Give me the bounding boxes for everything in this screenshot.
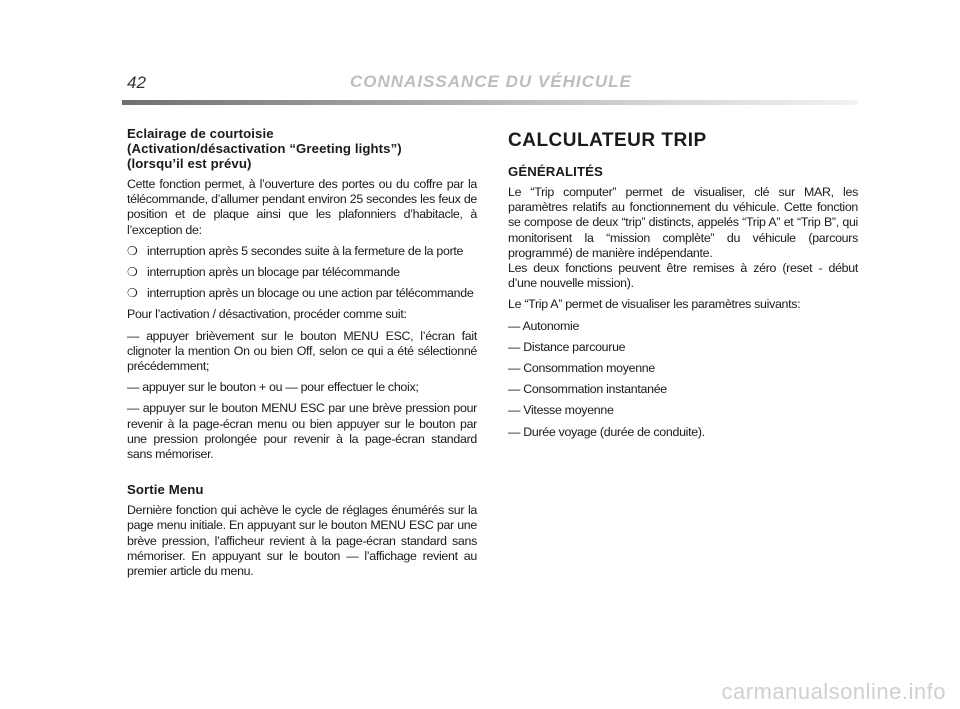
- list-item: — Consommation instantanée: [508, 382, 667, 397]
- list-item: — Vitesse moyenne: [508, 403, 614, 418]
- list-item: — Autonomie: [508, 318, 580, 333]
- circle-bullet-icon: ❍: [127, 286, 138, 301]
- circle-bullet-icon: ❍: [127, 265, 138, 280]
- list-item: — Consommation moyenne: [508, 361, 655, 376]
- trip-para-2: Les deux fonctions peuvent être remises à zéro (reset - début d’une nouvelle mission).: [508, 261, 858, 291]
- watermark: carmanualsonline.info: [721, 679, 946, 704]
- bullet-text: interruption après 5 secondes suite à la fermeture de la porte: [147, 243, 464, 258]
- heading-line: (lorsqu’il est prévu): [127, 156, 252, 171]
- courtesy-intro: Cette fonction permet, à l’ouverture des portes ou du coffre par la télécommande, d’allumer pendant environ 25 secondes les feux de position et de plaque ainsi que les plafonniers d’habitacle, à l’exception de:: [127, 177, 477, 237]
- circle-bullet-icon: ❍: [127, 243, 138, 258]
- page-header: [0, 0, 960, 110]
- procedure-step: — appuyer sur le bouton + ou — pour effectuer le choix;: [127, 380, 419, 395]
- list-item: [127, 286, 477, 301]
- page-number: 42: [127, 73, 146, 92]
- bullet-text: interruption après un blocage par télécommande: [147, 265, 400, 280]
- bullet-text: interruption après un blocage ou une action par télécommande: [147, 286, 474, 301]
- section-title: CONNAISSANCE DU VÉHICULE: [350, 72, 632, 91]
- trip-computer-heading: CALCULATEUR TRIP: [508, 130, 707, 151]
- list-item: [127, 265, 477, 280]
- courtesy-lights-heading: [127, 126, 477, 171]
- right-column: [508, 126, 858, 446]
- trip-para-3: Le “Trip A” permet de visualiser les paramètres suivants:: [508, 297, 801, 312]
- procedure-step: — appuyer sur le bouton MENU ESC par une brève pression pour revenir à la page-écran menu ou bien appuyer sur le bouton par une pression prolongée pour revenir à la page-écran standard sans mémoriser.: [127, 401, 477, 462]
- procedure-intro: Pour l’activation / désactivation, procéder comme suit:: [127, 307, 407, 322]
- general-subheading: GÉNÉRALITÉS: [508, 164, 603, 179]
- header-divider: [122, 100, 858, 105]
- list-item: [127, 244, 477, 259]
- heading-line: (Activation/désactivation “Greeting lights”): [127, 141, 402, 156]
- list-item: — Durée voyage (durée de conduite).: [508, 424, 705, 439]
- exit-menu-text: Dernière fonction qui achève le cycle de réglages énumérés sur la page menu initiale. En appuyant sur le bouton MENU ESC par une brève pression, l’afficheur revient à la page-écran standard sans mémoriser. En appuyant sur le bouton — l’affichage revient au premier article du menu.: [127, 503, 477, 579]
- heading-line: Eclairage de courtoisie: [127, 126, 274, 141]
- left-column: [127, 126, 477, 585]
- list-item: — Distance parcourue: [508, 339, 626, 354]
- procedure-step: — appuyer brièvement sur le bouton MENU ESC, l’écran fait clignoter la mention On ou bien Off, selon ce qui a été sélectionné précédemment;: [127, 328, 477, 374]
- exit-menu-heading: Sortie Menu: [127, 482, 204, 498]
- trip-para-1: Le “Trip computer” permet de visualiser, clé sur MAR, les paramètres relatifs au fonctionnement du véhicule. Cette fonction se compose de deux “trip” distincts, appelés “Trip A” et “Trip B”, qui monitorisent la “mission complète” du véhicule (parcours programmé) de manière indépendante.: [508, 185, 858, 260]
